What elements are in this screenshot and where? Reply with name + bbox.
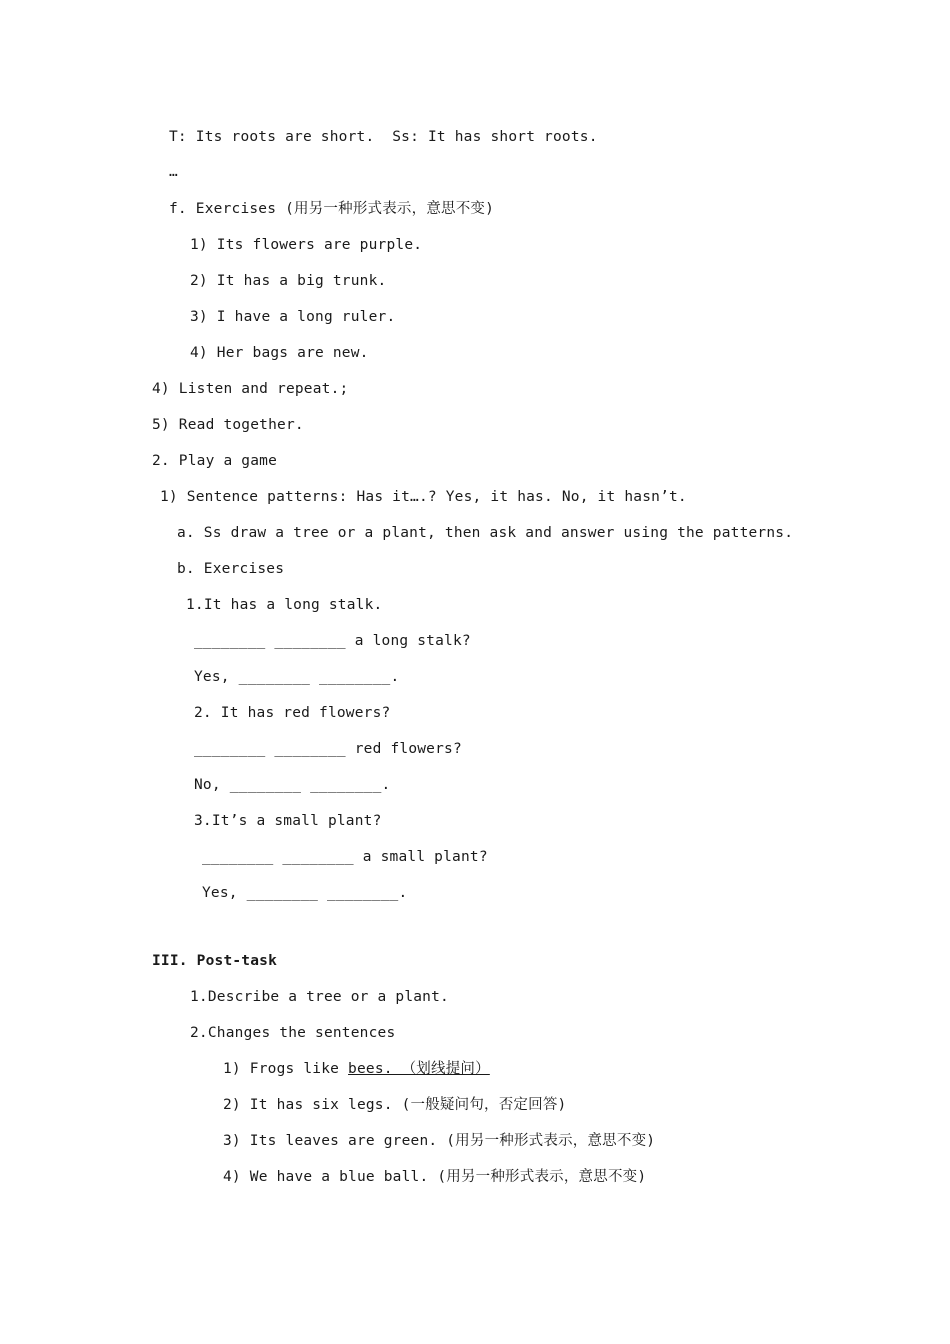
fill-blank-line: ________ ________ a small plant?: [202, 849, 488, 865]
fill-blank-line: ________ ________ red flowers?: [194, 741, 462, 757]
exercise-item: 3.It’s a small plant?: [194, 813, 382, 829]
change-sentence-item: [223, 1060, 490, 1078]
exercise-item: 4) Her bags are new.: [190, 345, 369, 361]
underlined-text: bees. （划线提问）: [348, 1061, 490, 1077]
sentence-patterns: 1) Sentence patterns: Has it….? Yes, it has. No, it hasn’t.: [160, 489, 687, 505]
change-sentence-item: 2) It has six legs. (一般疑问句，否定回答): [223, 1097, 567, 1113]
exercise-item: 1) Its flowers are purple.: [190, 237, 423, 253]
section-item: 2. Play a game: [152, 453, 278, 469]
fill-blank-line: Yes, ________ ________.: [202, 885, 408, 901]
task-item: 2.Changes the sentences: [190, 1025, 396, 1041]
change-sentence-item: 4) We have a blue ball. (用另一种形式表示，意思不变): [223, 1169, 647, 1185]
exercise-item: 2) It has a big trunk.: [190, 273, 387, 289]
ellipsis: …: [169, 164, 178, 180]
exercise-item: 3) I have a long ruler.: [190, 309, 396, 325]
exercise-item: 1.It has a long stalk.: [186, 597, 383, 613]
task-item: 1.Describe a tree or a plant.: [190, 989, 449, 1005]
sentence-text: 1) Frogs like: [223, 1061, 349, 1077]
step-item: 5) Read together.: [152, 417, 304, 433]
activity-b: b. Exercises: [177, 561, 285, 577]
section-heading: III. Post-task: [152, 953, 278, 969]
fill-blank-line: No, ________ ________.: [194, 777, 391, 793]
activity-a: a. Ss draw a tree or a plant, then ask and answer using the patterns.: [177, 525, 794, 541]
dialogue-line: T: Its roots are short. Ss: It has short roots.: [169, 129, 598, 145]
step-item: 4) Listen and repeat.;: [152, 381, 349, 397]
exercise-heading-f: f. Exercises (用另一种形式表示，意思不变): [169, 201, 495, 217]
change-sentence-item: 3) Its leaves are green. (用另一种形式表示，意思不变): [223, 1133, 656, 1149]
fill-blank-line: Yes, ________ ________.: [194, 669, 400, 685]
fill-blank-line: ________ ________ a long stalk?: [194, 633, 471, 649]
exercise-item: 2. It has red flowers?: [194, 705, 391, 721]
